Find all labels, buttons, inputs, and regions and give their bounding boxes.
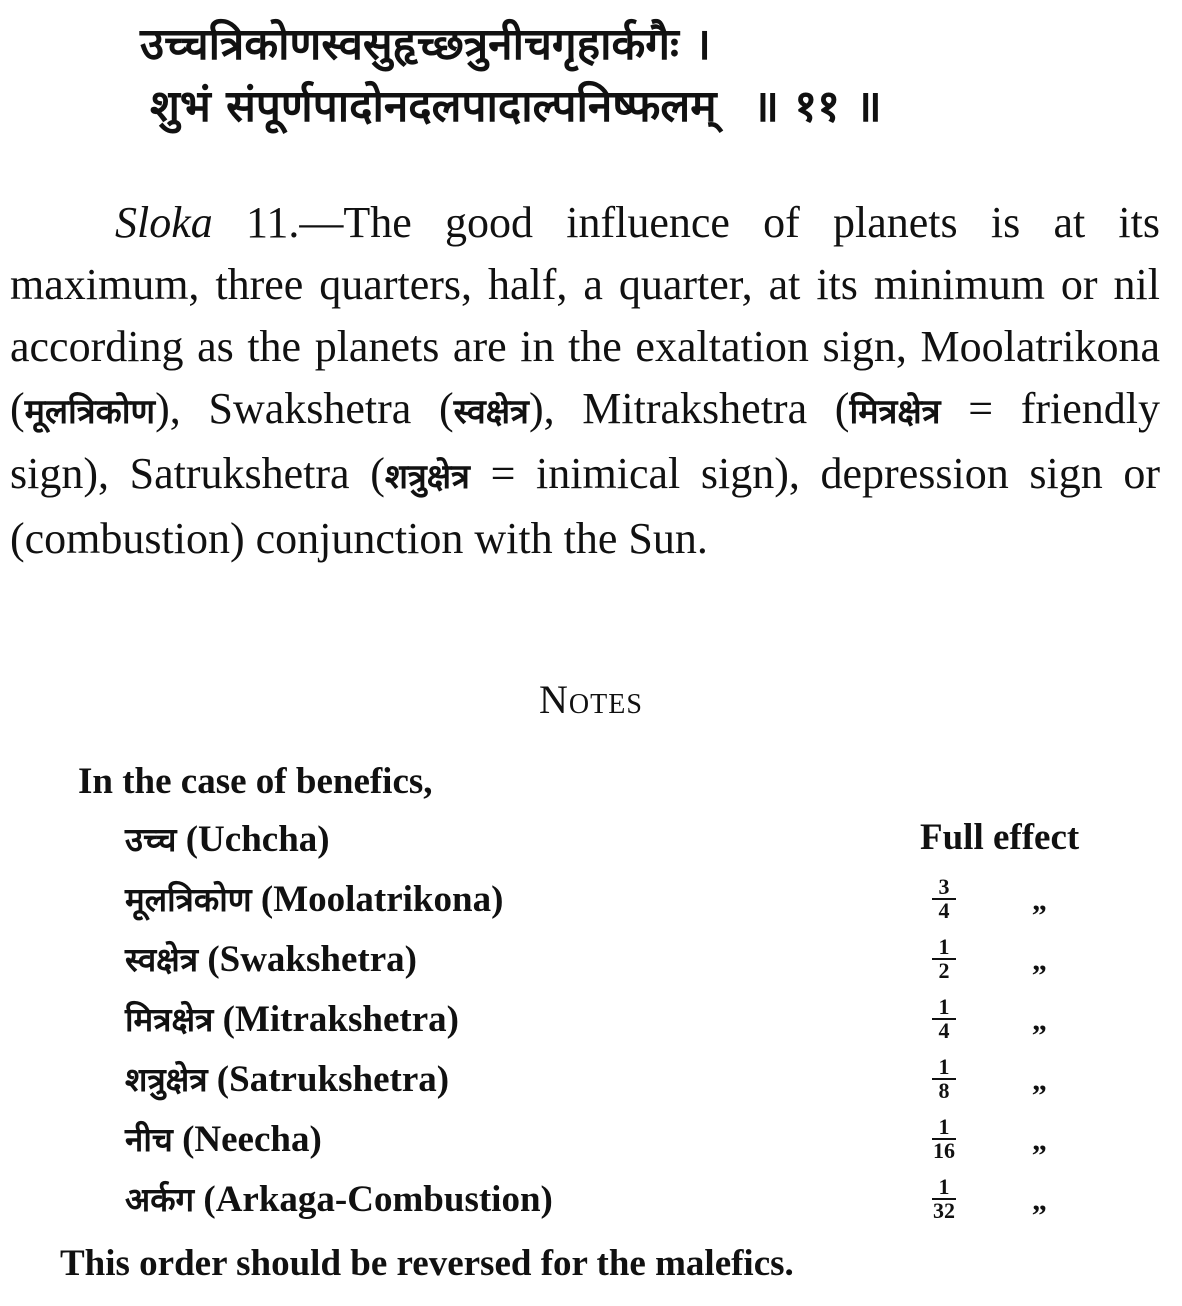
effect-table <box>0 812 1182 1232</box>
sign-label: (Arkaga-Combustion) <box>194 1179 553 1220</box>
fraction-numerator: 1 <box>932 1116 956 1140</box>
verse-line-2 <box>140 76 1140 138</box>
sloka-text-4: = friendly sign), Satrukshetra ( <box>10 384 1160 498</box>
ditto-mark: „ <box>1032 1004 1047 1037</box>
dev-mitrakshetra: मित्रक्षेत्र <box>849 392 941 432</box>
sign-label: (Uchcha) <box>176 819 330 860</box>
effect-row <box>0 1172 1182 1232</box>
sign-name <box>125 876 503 921</box>
effect-row <box>0 1052 1182 1112</box>
ditto-mark: „ <box>1032 884 1047 917</box>
fraction-denominator: 32 <box>933 1198 955 1223</box>
sloka-text-3: ), Mitrakshetra ( <box>528 384 850 433</box>
fraction-denominator: 16 <box>933 1138 955 1163</box>
fraction-numerator: 1 <box>932 936 956 960</box>
sign-label: (Satrukshetra) <box>207 1059 450 1100</box>
sanskrit-verse <box>140 14 1140 138</box>
fraction-numerator: 1 <box>932 1056 956 1080</box>
sign-name <box>125 936 417 981</box>
ditto-mark: „ <box>1032 1184 1047 1217</box>
effect-fraction <box>922 872 966 922</box>
sloka-text-5: = inimical sign), depression sign or (combustion) conjunction with the Sun. <box>10 449 1160 563</box>
sign-label: (Swakshetra) <box>198 939 417 980</box>
sign-name <box>125 1116 322 1161</box>
sign-dev: मित्रक्षेत्र <box>125 1000 214 1039</box>
sign-name <box>125 816 330 861</box>
sloka-text-1: 11.—The good influence of planets is at its maximum, three quarters, half, a quarter, at its minimum or nil according as the planets are in the exaltation sign, Moolatrikona ( <box>10 198 1160 433</box>
effect-row <box>0 932 1182 992</box>
sign-name <box>125 996 459 1041</box>
effect-fraction <box>922 1052 966 1102</box>
sign-dev: उच्च <box>125 820 177 859</box>
verse-line-1 <box>140 14 1140 76</box>
fraction-denominator: 4 <box>938 1018 950 1043</box>
verse-line-2-text: शुभं संपूर्णपादोनदलपादाल्पनिष्फलम् <box>150 81 717 132</box>
fraction-numerator: 3 <box>932 876 956 900</box>
sloka-text-2: ), Swakshetra ( <box>155 384 454 433</box>
sign-dev: शत्रुक्षेत्र <box>125 1060 208 1099</box>
dev-swakshetra: स्वक्षेत्र <box>453 392 529 432</box>
effect-row <box>0 1112 1182 1172</box>
notes-intro: In the case of benefics, <box>78 761 433 802</box>
effect-fraction <box>922 992 966 1042</box>
sign-dev: नीच <box>125 1120 173 1159</box>
dev-satrukshetra: शत्रुक्षेत्र <box>384 457 470 497</box>
fraction-denominator: 4 <box>938 898 950 923</box>
verse-number-mark: ॥ ११ ॥ <box>752 81 882 132</box>
sign-label: (Neecha) <box>172 1119 322 1160</box>
fraction-denominator: 8 <box>938 1078 950 1103</box>
effect-row <box>0 812 1182 872</box>
notes-heading: Notes <box>539 677 643 722</box>
ditto-mark: „ <box>1032 944 1047 977</box>
sloka-translation <box>10 192 1160 570</box>
effect-fraction <box>922 1172 966 1222</box>
effect-fraction <box>922 1112 966 1162</box>
fraction-denominator: 2 <box>938 958 950 983</box>
sign-dev: मूलत्रिकोण <box>125 880 252 919</box>
effect-row <box>0 992 1182 1052</box>
dev-moolatrikona: मूलत्रिकोण <box>24 392 156 432</box>
sign-dev: अर्कग <box>125 1180 195 1219</box>
sign-dev: स्वक्षेत्र <box>125 940 199 979</box>
sign-name <box>125 1056 449 1101</box>
verse-line-1-text: उच्चत्रिकोणस्वसुहृच्छत्रुनीचगृहार्कगैः । <box>140 19 711 70</box>
sloka-label: Sloka <box>115 198 213 247</box>
full-effect-label: Full effect <box>920 817 1080 858</box>
fraction-numerator: 1 <box>932 996 956 1020</box>
effect-row <box>0 872 1182 932</box>
ditto-mark: „ <box>1032 1064 1047 1097</box>
closing-note: This order should be reversed for the malefics. <box>60 1243 794 1284</box>
ditto-mark: „ <box>1032 1124 1047 1157</box>
fraction-numerator: 1 <box>932 1176 956 1200</box>
sign-name <box>125 1176 553 1221</box>
sign-label: (Mitrakshetra) <box>213 999 459 1040</box>
effect-fraction <box>922 932 966 982</box>
sign-label: (Moolatrikona) <box>251 879 504 920</box>
